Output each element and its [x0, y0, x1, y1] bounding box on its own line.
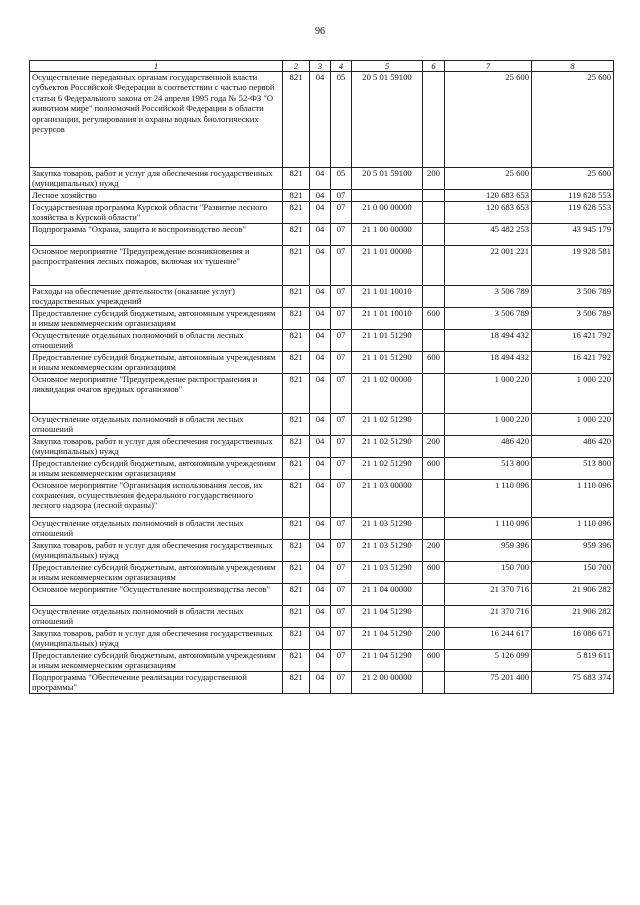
- row-section: 04: [310, 329, 331, 351]
- row-expense-type: [423, 223, 445, 245]
- row-amount-year1: 5 126 099: [445, 649, 532, 671]
- row-amount-year2: 119 628 553: [532, 189, 614, 201]
- row-expense-type: [423, 671, 445, 693]
- row-section: 04: [310, 413, 331, 435]
- table-row: [30, 605, 614, 627]
- table-row: [30, 479, 614, 517]
- row-name: Осуществление отдельных полномочий в области лесных отношений: [30, 413, 283, 435]
- row-ministry-code: 821: [283, 517, 310, 539]
- table-row: [30, 539, 614, 561]
- table-row: [30, 457, 614, 479]
- table-row: [30, 285, 614, 307]
- row-section: 04: [310, 479, 331, 517]
- row-expense-type: [423, 517, 445, 539]
- table-body: [30, 72, 614, 694]
- row-target-article: 21 1 04 51290: [352, 649, 423, 671]
- row-expense-type: [423, 285, 445, 307]
- row-ministry-code: 821: [283, 351, 310, 373]
- row-target-article: 21 1 04 51290: [352, 605, 423, 627]
- row-target-article: 21 1 03 51290: [352, 517, 423, 539]
- row-name: Осуществление переданных органам государственной власти субъектов Российской Федерации в соответствии с частью первой статьи 6 Федерального закона от 24 апреля 1995 года № 52-ФЗ "О животном мире" полномочий Российской Федерации в области организации, регулирования и охраны водных биологических ресурсов: [30, 72, 283, 168]
- table-row: [30, 671, 614, 693]
- row-target-article: 21 1 04 51290: [352, 627, 423, 649]
- row-expense-type: [423, 245, 445, 285]
- row-amount-year1: 25 600: [445, 72, 532, 168]
- row-ministry-code: 821: [283, 285, 310, 307]
- row-section: 04: [310, 583, 331, 605]
- row-section: 04: [310, 539, 331, 561]
- row-section: 04: [310, 72, 331, 168]
- row-amount-year2: 1 000 220: [532, 373, 614, 413]
- row-expense-type: 600: [423, 561, 445, 583]
- row-subsection: 07: [331, 517, 352, 539]
- row-amount-year1: 1 110 096: [445, 517, 532, 539]
- row-amount-year2: 21 906 282: [532, 605, 614, 627]
- row-target-article: 21 2 00 00000: [352, 671, 423, 693]
- row-target-article: 21 1 01 51290: [352, 329, 423, 351]
- row-subsection: 07: [331, 285, 352, 307]
- row-ministry-code: 821: [283, 329, 310, 351]
- row-expense-type: 600: [423, 649, 445, 671]
- row-target-article: 20 5 01 59100: [352, 168, 423, 190]
- row-amount-year2: 3 506 789: [532, 307, 614, 329]
- row-expense-type: [423, 479, 445, 517]
- table-row: [30, 413, 614, 435]
- row-name: Осуществление отдельных полномочий в области лесных отношений: [30, 329, 283, 351]
- row-target-article: 21 1 00 00000: [352, 223, 423, 245]
- row-name: Предоставление субсидий бюджетным, автономным учреждениям и иным некоммерческим организациям: [30, 307, 283, 329]
- table-row: [30, 517, 614, 539]
- row-target-article: 21 1 01 00000: [352, 245, 423, 285]
- header-cell: 6: [423, 61, 445, 72]
- row-ministry-code: 821: [283, 373, 310, 413]
- row-name: Основное мероприятие "Организация использования лесов, их сохранения, осуществления федерального государственного лесного надзора (лесной охраны)": [30, 479, 283, 517]
- row-expense-type: [423, 373, 445, 413]
- row-expense-type: [423, 189, 445, 201]
- table-row: [30, 561, 614, 583]
- row-ministry-code: 821: [283, 583, 310, 605]
- row-name: Расходы на обеспечение деятельности (оказание услуг) государственных учреждений: [30, 285, 283, 307]
- row-subsection: 07: [331, 351, 352, 373]
- row-expense-type: 200: [423, 627, 445, 649]
- row-amount-year2: 513 800: [532, 457, 614, 479]
- row-amount-year2: 1 000 220: [532, 413, 614, 435]
- row-ministry-code: 821: [283, 223, 310, 245]
- row-ministry-code: 821: [283, 245, 310, 285]
- row-amount-year2: 25 600: [532, 72, 614, 168]
- row-expense-type: [423, 201, 445, 223]
- row-amount-year1: 3 506 789: [445, 285, 532, 307]
- row-ministry-code: 821: [283, 413, 310, 435]
- table-row: [30, 351, 614, 373]
- row-target-article: 21 1 04 00000: [352, 583, 423, 605]
- row-target-article: 21 1 03 00000: [352, 479, 423, 517]
- table-row: [30, 649, 614, 671]
- row-name: Предоставление субсидий бюджетным, автономным учреждениям и иным некоммерческим организациям: [30, 351, 283, 373]
- row-amount-year2: 486 420: [532, 435, 614, 457]
- row-section: 04: [310, 245, 331, 285]
- row-name: Подпрограмма "Охрана, защита и воспроизводство лесов": [30, 223, 283, 245]
- row-amount-year2: 19 928 581: [532, 245, 614, 285]
- row-target-article: 21 1 02 51290: [352, 457, 423, 479]
- row-ministry-code: 821: [283, 201, 310, 223]
- row-expense-type: 600: [423, 351, 445, 373]
- table-row: [30, 201, 614, 223]
- header-row: [30, 61, 614, 72]
- row-name: Подпрограмма "Обеспечение реализации государственной программы": [30, 671, 283, 693]
- row-name: Закупка товаров, работ и услуг для обеспечения государственных (муниципальных) нужд: [30, 539, 283, 561]
- row-amount-year2: 1 110 096: [532, 517, 614, 539]
- budget-table: [29, 60, 614, 694]
- row-amount-year2: 16 421 792: [532, 351, 614, 373]
- row-subsection: 07: [331, 307, 352, 329]
- row-amount-year2: 1 110 096: [532, 479, 614, 517]
- table-row: [30, 72, 614, 168]
- row-section: 04: [310, 561, 331, 583]
- row-amount-year1: 959 396: [445, 539, 532, 561]
- row-expense-type: 600: [423, 457, 445, 479]
- table-row: [30, 627, 614, 649]
- header-cell: 5: [352, 61, 423, 72]
- row-amount-year1: 150 700: [445, 561, 532, 583]
- row-section: 04: [310, 671, 331, 693]
- row-section: 04: [310, 605, 331, 627]
- row-amount-year1: 1 000 220: [445, 413, 532, 435]
- row-name: Государственная программа Курской области "Развитие лесного хозяйства в Курской области": [30, 201, 283, 223]
- table-row: [30, 223, 614, 245]
- row-amount-year1: 18 494 432: [445, 351, 532, 373]
- row-amount-year2: 119 628 553: [532, 201, 614, 223]
- row-name: Предоставление субсидий бюджетным, автономным учреждениям и иным некоммерческим организациям: [30, 561, 283, 583]
- row-amount-year1: 45 482 253: [445, 223, 532, 245]
- row-subsection: 07: [331, 329, 352, 351]
- row-target-article: 21 1 03 51290: [352, 539, 423, 561]
- header-cell: 8: [532, 61, 614, 72]
- row-section: 04: [310, 435, 331, 457]
- row-amount-year2: 75 683 374: [532, 671, 614, 693]
- row-amount-year1: 3 506 789: [445, 307, 532, 329]
- row-name: Основное мероприятие "Осуществление воспроизводства лесов": [30, 583, 283, 605]
- row-expense-type: [423, 329, 445, 351]
- row-ministry-code: 821: [283, 605, 310, 627]
- row-name: Осуществление отдельных полномочий в области лесных отношений: [30, 605, 283, 627]
- row-subsection: 07: [331, 561, 352, 583]
- row-subsection: 07: [331, 671, 352, 693]
- row-amount-year1: 1 000 220: [445, 373, 532, 413]
- row-expense-type: 200: [423, 168, 445, 190]
- row-expense-type: [423, 413, 445, 435]
- row-ministry-code: 821: [283, 627, 310, 649]
- row-section: 04: [310, 351, 331, 373]
- row-amount-year2: 5 819 611: [532, 649, 614, 671]
- row-name: Предоставление субсидий бюджетным, автономным учреждениям и иным некоммерческим организациям: [30, 457, 283, 479]
- row-name: Осуществление отдельных полномочий в области лесных отношений: [30, 517, 283, 539]
- row-amount-year2: 16 086 671: [532, 627, 614, 649]
- row-subsection: 05: [331, 168, 352, 190]
- row-expense-type: 600: [423, 307, 445, 329]
- row-section: 04: [310, 201, 331, 223]
- row-target-article: 21 1 03 51290: [352, 561, 423, 583]
- row-amount-year2: 43 945 179: [532, 223, 614, 245]
- row-target-article: 21 1 02 00000: [352, 373, 423, 413]
- row-target-article: [352, 189, 423, 201]
- row-amount-year2: 16 421 792: [532, 329, 614, 351]
- row-amount-year1: 21 370 716: [445, 583, 532, 605]
- row-target-article: 21 1 02 51290: [352, 435, 423, 457]
- row-subsection: 07: [331, 373, 352, 413]
- row-ministry-code: 821: [283, 435, 310, 457]
- row-amount-year1: 486 420: [445, 435, 532, 457]
- row-ministry-code: 821: [283, 561, 310, 583]
- row-amount-year1: 16 244 617: [445, 627, 532, 649]
- row-subsection: 07: [331, 457, 352, 479]
- row-amount-year1: 120 683 653: [445, 201, 532, 223]
- row-section: 04: [310, 373, 331, 413]
- row-subsection: 07: [331, 245, 352, 285]
- row-amount-year1: 513 800: [445, 457, 532, 479]
- row-amount-year2: 21 906 282: [532, 583, 614, 605]
- row-amount-year1: 18 494 432: [445, 329, 532, 351]
- header-cell: 1: [30, 61, 283, 72]
- row-ministry-code: 821: [283, 479, 310, 517]
- row-section: 04: [310, 168, 331, 190]
- table-row: [30, 307, 614, 329]
- row-amount-year2: 959 396: [532, 539, 614, 561]
- row-name: Закупка товаров, работ и услуг для обеспечения государственных (муниципальных) нужд: [30, 168, 283, 190]
- row-amount-year1: 25 600: [445, 168, 532, 190]
- row-subsection: 07: [331, 479, 352, 517]
- row-section: 04: [310, 307, 331, 329]
- header-cell: 4: [331, 61, 352, 72]
- row-subsection: 05: [331, 72, 352, 168]
- row-name: Основное мероприятие "Предупреждение возникновения и распространения лесных пожаров, включая их тушение": [30, 245, 283, 285]
- row-name: Закупка товаров, работ и услуг для обеспечения государственных (муниципальных) нужд: [30, 435, 283, 457]
- row-target-article: 21 1 01 10010: [352, 307, 423, 329]
- page-number: 96: [315, 26, 325, 37]
- row-expense-type: 200: [423, 435, 445, 457]
- row-ministry-code: 821: [283, 649, 310, 671]
- row-name: Лесное хозяйство: [30, 189, 283, 201]
- row-subsection: 07: [331, 223, 352, 245]
- row-amount-year1: 1 110 096: [445, 479, 532, 517]
- row-ministry-code: 821: [283, 457, 310, 479]
- row-subsection: 07: [331, 627, 352, 649]
- row-ministry-code: 821: [283, 539, 310, 561]
- row-target-article: 21 1 02 51290: [352, 413, 423, 435]
- row-amount-year1: 21 370 716: [445, 605, 532, 627]
- row-section: 04: [310, 285, 331, 307]
- row-amount-year1: 22 001 221: [445, 245, 532, 285]
- row-ministry-code: 821: [283, 168, 310, 190]
- row-section: 04: [310, 627, 331, 649]
- row-target-article: 21 1 01 51290: [352, 351, 423, 373]
- table-row: [30, 373, 614, 413]
- table-row: [30, 245, 614, 285]
- row-name: Предоставление субсидий бюджетным, автономным учреждениям и иным некоммерческим организациям: [30, 649, 283, 671]
- row-section: 04: [310, 517, 331, 539]
- row-amount-year1: 75 201 400: [445, 671, 532, 693]
- row-target-article: 21 1 01 10010: [352, 285, 423, 307]
- row-expense-type: [423, 605, 445, 627]
- row-section: 04: [310, 649, 331, 671]
- table-row: [30, 329, 614, 351]
- row-ministry-code: 821: [283, 307, 310, 329]
- row-subsection: 07: [331, 583, 352, 605]
- row-subsection: 07: [331, 201, 352, 223]
- row-subsection: 07: [331, 539, 352, 561]
- row-amount-year2: 25 600: [532, 168, 614, 190]
- row-name: Основное мероприятие "Предупреждение распространения и ликвидация очагов вредных организмов": [30, 373, 283, 413]
- row-expense-type: [423, 583, 445, 605]
- row-subsection: 07: [331, 413, 352, 435]
- row-ministry-code: 821: [283, 72, 310, 168]
- row-expense-type: 200: [423, 539, 445, 561]
- row-section: 04: [310, 457, 331, 479]
- row-amount-year2: 150 700: [532, 561, 614, 583]
- row-subsection: 07: [331, 189, 352, 201]
- row-subsection: 07: [331, 649, 352, 671]
- row-section: 04: [310, 189, 331, 201]
- row-target-article: 20 5 01 59100: [352, 72, 423, 168]
- header-cell: 2: [283, 61, 310, 72]
- row-expense-type: [423, 72, 445, 168]
- row-target-article: 21 0 00 00000: [352, 201, 423, 223]
- row-subsection: 07: [331, 605, 352, 627]
- row-ministry-code: 821: [283, 189, 310, 201]
- table-row: [30, 168, 614, 190]
- row-name: Закупка товаров, работ и услуг для обеспечения государственных (муниципальных) нужд: [30, 627, 283, 649]
- table-row: [30, 435, 614, 457]
- header-cell: 3: [310, 61, 331, 72]
- row-amount-year1: 120 683 653: [445, 189, 532, 201]
- table-row: [30, 583, 614, 605]
- row-section: 04: [310, 223, 331, 245]
- row-amount-year2: 3 506 789: [532, 285, 614, 307]
- row-subsection: 07: [331, 435, 352, 457]
- header-cell: 7: [445, 61, 532, 72]
- row-ministry-code: 821: [283, 671, 310, 693]
- table-row: [30, 189, 614, 201]
